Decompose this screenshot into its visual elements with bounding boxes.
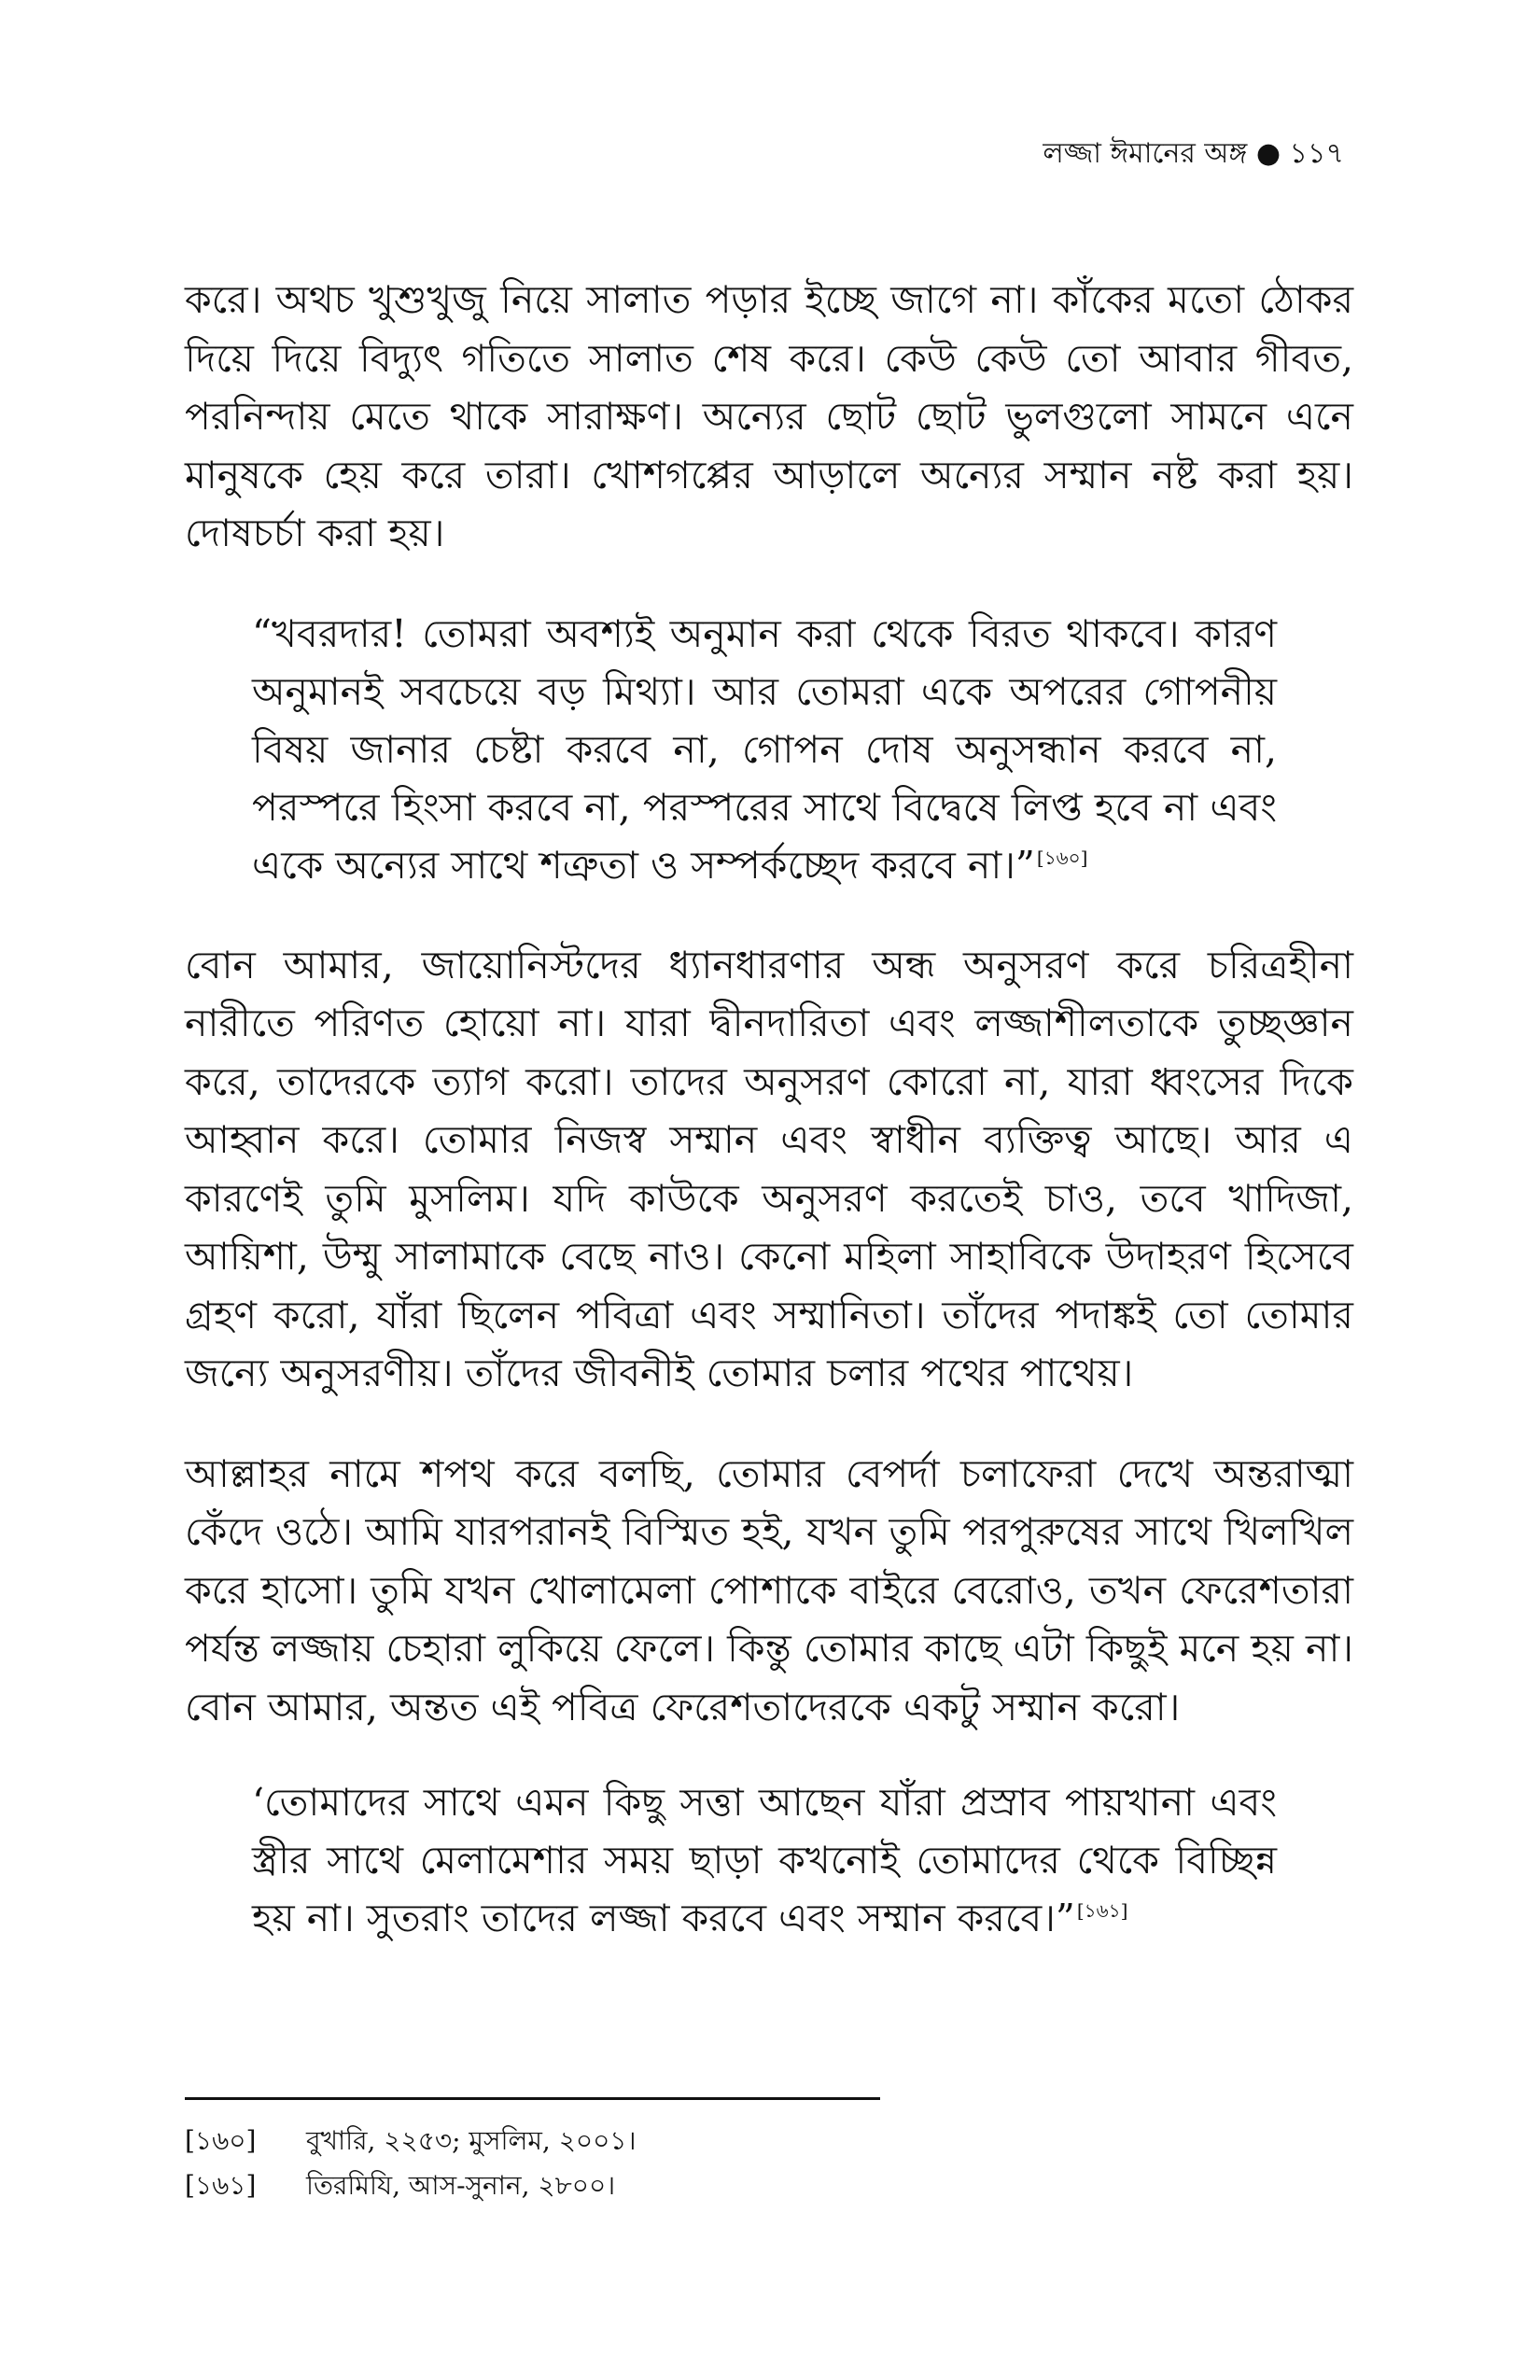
footnote-text: তিরমিযি, আস-সুনান, ২৮০০। [306,2170,616,2201]
footnote-number: [১৬১] [185,2170,257,2201]
footnote-ref-160[interactable]: [১৬০] [1036,846,1088,869]
running-header: লজ্জা ঈমানের অঙ্গ ● ১১৭ [1043,137,1344,170]
hadith-quote-2-text: ‘তোমাদের সাথে এমন কিছু সত্তা আছেন যাঁরা প্রস্রাব পায়খানা এবং স্ত্রীর সাথে মেলামেশার সময় ছাড়া কখনোই তোমাদের থেকে বিচ্ছিন্ন হয় না। সুতরাং তাদের লজ্জা করবে এবং সম্মান করবে।” [252,1780,1277,1940]
footnote-160 [185,2119,1211,2163]
paragraph-2: বোন আমার, জায়োনিস্টদের ধ্যানধারণার অন্ধ অনুসরণ করে চরিত্রহীনা নারীতে পরিণত হোয়ো না। যারা দ্বীনদারিতা এবং লজ্জাশীলতাকে তুচ্ছজ্ঞান করে, তাদেরকে ত্যাগ করো। তাদের অনুসরণ কোরো না, যারা ধ্বংসের দিকে আহ্বান করে। তোমার নিজস্ব সম্মান এবং স্বাধীন ব্যক্তিত্ব আছে। আর এ কারণেই তুমি মুসলিম। যদি কাউকে অনুসরণ করতেই চাও, তবে খাদিজা, আয়িশা, উম্মু সালামাকে বেছে নাও। কেনো মহিলা সাহাবিকে উদাহরণ হিসেবে গ্রহণ করো, যাঁরা ছিলেন পবিত্রা এবং সম্মানিতা। তাঁদের পদাঙ্কই তো তোমার জন্যে অনুসরণীয়। তাঁদের জীবনীই তোমার চলার পথের পাথেয়। [185,942,1353,1395]
footnote-text: বুখারি, ২২৫৩; মুসলিম, ২০০১। [306,2125,637,2156]
footnote-ref-161[interactable]: [১৬১] [1076,1899,1128,1923]
hadith-quote-1 [252,605,1277,894]
hadith-quote-2 [252,1773,1277,1947]
footnotes [185,2119,1211,2208]
footnote-divider [185,2097,880,2100]
paragraph-3: আল্লাহর নামে শপথ করে বলছি, তোমার বেপর্দা চলাফেরা দেখে অন্তরাত্মা কেঁদে ওঠে। আমি যারপরানই বিস্মিত হই, যখন তুমি পরপুরুষের সাথে খিলখিল করে হাসো। তুমি যখন খোলামেলা পোশাকে বাইরে বেরোও, তখন ফেরেশতারা পর্যন্ত লজ্জায় চেহারা লুকিয়ে ফেলে। কিন্তু তোমার কাছে এটা কিছুই মনে হয় না। বোন আমার, অন্তত এই পবিত্র ফেরেশতাদেরকে একটু সম্মান করো। [185,1450,1353,1729]
footnote-number: [১৬০] [185,2125,257,2156]
footnote-161 [185,2163,1211,2208]
page-body [185,271,1353,1989]
paragraph-1: করে। অথচ খুশুখুজু নিয়ে সালাত পড়ার ইচ্ছে জাগে না। কাঁকের মতো ঠোকর দিয়ে দিয়ে বিদ্যুৎ গতিতে সালাত শেষ করে। কেউ কেউ তো আবার গীবত, পরনিন্দায় মেতে থাকে সারাক্ষণ। অন্যের ছোট ছোট ভুলগুলো সামনে এনে মানুষকে হেয় করে তারা। খোশগপ্পের আড়ালে অন্যের সম্মান নষ্ট করা হয়। দোষচর্চা করা হয়। [185,277,1353,555]
hadith-quote-1-text: “খবরদার! তোমরা অবশ্যই অনুমান করা থেকে বিরত থাকবে। কারণ অনুমানই সবচেয়ে বড় মিথ্যা। আর তোমরা একে অপরের গোপনীয় বিষয় জানার চেষ্টা করবে না, গোপন দোষ অনুসন্ধান করবে না, পরস্পরে হিংসা করবে না, পরস্পরের সাথে বিদ্বেষে লিপ্ত হবে না এবং একে অন্যের সাথে শত্রুতা ও সম্পর্কচ্ছেদ করবে না।” [252,610,1277,888]
